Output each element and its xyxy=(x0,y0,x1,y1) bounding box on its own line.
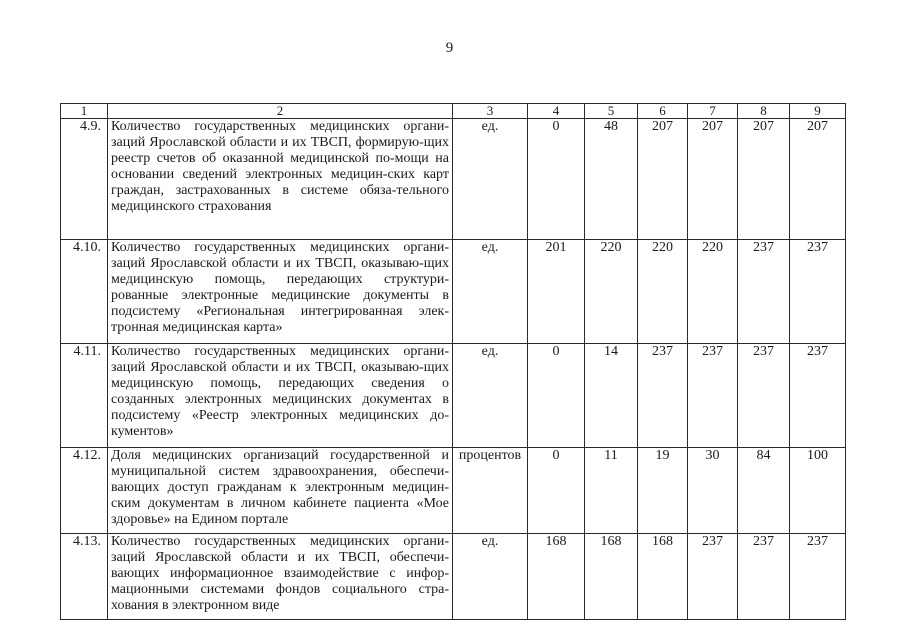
header-col-4: 4 xyxy=(528,104,585,119)
row-value-col6: 220 xyxy=(638,240,688,344)
row-unit: ед. xyxy=(453,534,528,620)
row-value-col7: 220 xyxy=(688,240,738,344)
header-col-3: 3 xyxy=(453,104,528,119)
row-description: Количество государственных медицинских органи-заций Ярославской области и их ТВСП, формирую-щих реестр счетов об оказанной медицинской по-мощи на основании сведений электронных медицин-ских карт граждан, застрахованных в системе обяза-тельного медицинского страхования xyxy=(108,119,453,240)
header-col-9: 9 xyxy=(790,104,846,119)
row-description: Количество государственных медицинских органи-заций Ярославской области и их ТВСП, оказываю-щих медицинскую помощь, передающих сведения о созданных электронных медицинских документах в подсистему «Реестр электронных медицинских до-кументов» xyxy=(108,344,453,448)
header-col-2: 2 xyxy=(108,104,453,119)
row-value-col8: 207 xyxy=(738,119,790,240)
row-value-col8: 237 xyxy=(738,344,790,448)
row-value-col5: 11 xyxy=(585,448,638,534)
row-value-col6: 237 xyxy=(638,344,688,448)
row-value-col6: 19 xyxy=(638,448,688,534)
header-col-7: 7 xyxy=(688,104,738,119)
row-value-col9: 237 xyxy=(790,240,846,344)
row-value-col9: 237 xyxy=(790,534,846,620)
row-number: 4.10. xyxy=(61,240,108,344)
row-unit: процентов xyxy=(453,448,528,534)
row-description: Доля медицинских организаций государственной и муниципальной систем здравоохранения, обеспечи-вающих доступ гражданам к электронным медицин-ским документам в личном кабинете пациента «Мое здоровье» на Едином портале xyxy=(108,448,453,534)
row-value-col9: 207 xyxy=(790,119,846,240)
table-row xyxy=(61,344,846,448)
row-number: 4.9. xyxy=(61,119,108,240)
row-description: Количество государственных медицинских органи-заций Ярославской области и их ТВСП, оказываю-щих медицинскую помощь, передающих структури-рованные электронные медицинские документы в подсистему «Региональная интегрированная элек-тронная медицинская карта» xyxy=(108,240,453,344)
row-value-col9: 100 xyxy=(790,448,846,534)
row-value-col4: 0 xyxy=(528,344,585,448)
table-row xyxy=(61,119,846,240)
row-value-col8: 237 xyxy=(738,240,790,344)
table-row xyxy=(61,534,846,620)
header-col-8: 8 xyxy=(738,104,790,119)
row-value-col7: 237 xyxy=(688,344,738,448)
row-value-col7: 237 xyxy=(688,534,738,620)
table-row xyxy=(61,240,846,344)
row-value-col8: 237 xyxy=(738,534,790,620)
row-unit: ед. xyxy=(453,240,528,344)
header-row xyxy=(61,104,846,119)
row-description: Количество государственных медицинских органи-заций Ярославской области и их ТВСП, обеспечи-вающих информационное взаимодействие с инфор-мационными системами фондов социального стра-хования в электронном виде xyxy=(108,534,453,620)
row-value-col4: 168 xyxy=(528,534,585,620)
row-value-col5: 48 xyxy=(585,119,638,240)
header-col-6: 6 xyxy=(638,104,688,119)
row-unit: ед. xyxy=(453,344,528,448)
row-value-col4: 201 xyxy=(528,240,585,344)
row-value-col4: 0 xyxy=(528,448,585,534)
row-number: 4.12. xyxy=(61,448,108,534)
row-number: 4.11. xyxy=(61,344,108,448)
table-row xyxy=(61,448,846,534)
page-number: 9 xyxy=(445,40,454,56)
indicators-table xyxy=(60,103,846,620)
row-value-col6: 168 xyxy=(638,534,688,620)
header-col-5: 5 xyxy=(585,104,638,119)
row-unit: ед. xyxy=(453,119,528,240)
row-value-col8: 84 xyxy=(738,448,790,534)
row-value-col6: 207 xyxy=(638,119,688,240)
row-value-col5: 14 xyxy=(585,344,638,448)
row-value-col5: 220 xyxy=(585,240,638,344)
row-value-col5: 168 xyxy=(585,534,638,620)
row-number: 4.13. xyxy=(61,534,108,620)
header-col-1: 1 xyxy=(61,104,108,119)
row-value-col4: 0 xyxy=(528,119,585,240)
row-value-col7: 30 xyxy=(688,448,738,534)
row-value-col7: 207 xyxy=(688,119,738,240)
row-value-col9: 237 xyxy=(790,344,846,448)
